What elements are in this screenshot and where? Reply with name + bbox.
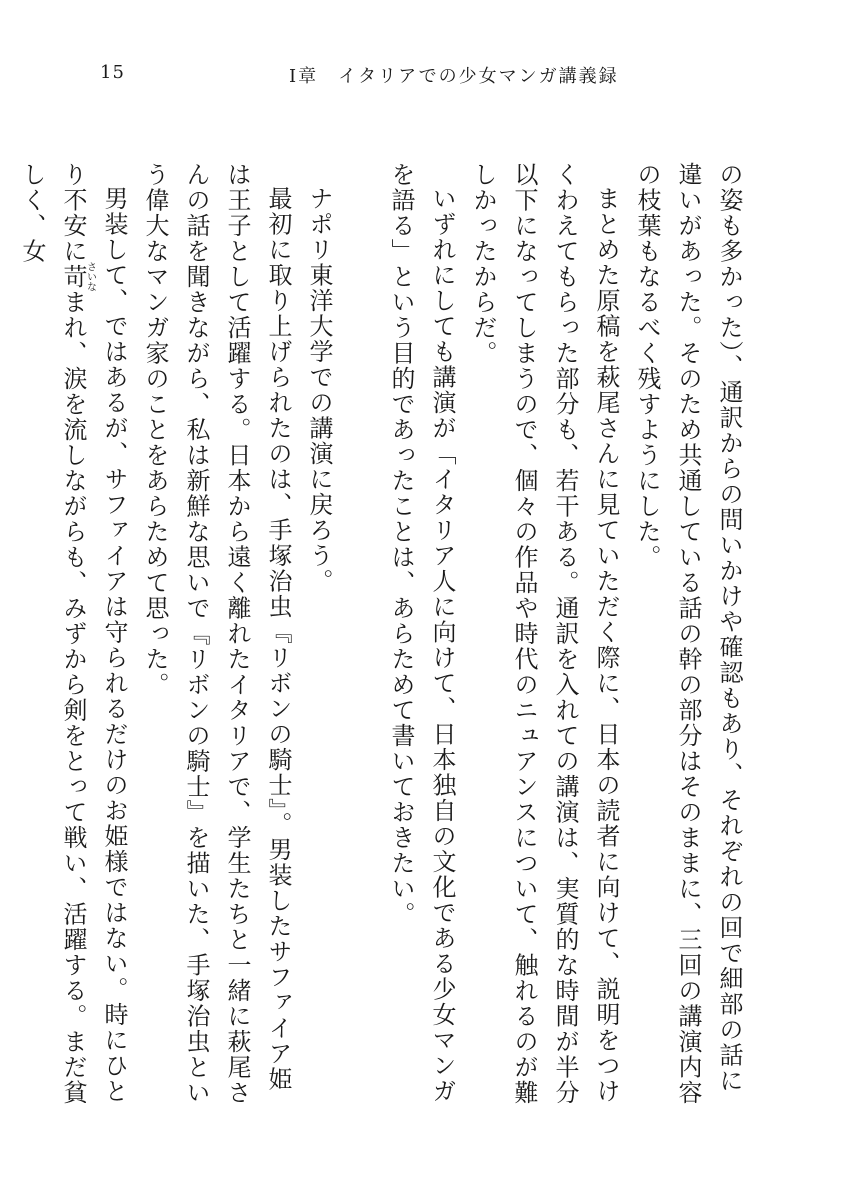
paragraph: ナポリ東洋大学での講演に戻ろう。 — [305, 186, 333, 594]
page-number: 15 — [100, 62, 125, 83]
text-run: 男装して、ではあるが、サファイアは守られるだけのお姫様ではない。時にひとり不安に — [59, 162, 128, 1104]
chapter-title: I章 イタリアでの少女マンガ講義録 — [289, 66, 619, 87]
running-header — [0, 58, 841, 88]
body-text — [18, 162, 749, 1112]
text-run: まれ、涙を流しながらも、みずから剣をとって戦い、活躍する。まだ貧しく、女 — [18, 162, 87, 1106]
paragraph: 最初に取り上げられたのは、手塚治虫『リボンの騎士』。男装したサファイア姫は王子として活躍する。日本から遠く離れたイタリアで、学生たちと一緒に萩尾さんの話を聞きながら、私は新鮮な思いで『リボンの騎士』を描いた、手塚治虫という偉大なマンガ家のことをあらためて思った。 — [141, 162, 292, 1106]
paragraph — [11, 162, 134, 1112]
ruby-reading: さいな — [84, 261, 96, 292]
ruby-word — [59, 261, 96, 292]
paragraph: いずれにしても講演が「イタリア人に向けて、日本独自の文化である少女マンガを語る」という目的であったことは、あらためて書いておきたい。 — [387, 162, 456, 1104]
section-break — [339, 162, 380, 1112]
paragraph-continuation: の姿も多かった）、通訳からの問いかけや確認もあり、それぞれの回で細部の話に違いがあった。そのため共通している話の幹の部分はそのままに、三回の講演内容の枝葉もなるべく残すようにした。 — [633, 162, 743, 1106]
paragraph: まとめた原稿を萩尾さんに見ていただく際に、日本の読者に向けて、説明をつけくわえてもらった部分も、若干ある。通訳を入れての講演は、実質的な時間が半分以下になってしまうので、個々の作品や時代のニュアンスについて、触れるのが難しかったからだ。 — [469, 162, 620, 1106]
ruby-base: 苛 — [59, 261, 87, 292]
